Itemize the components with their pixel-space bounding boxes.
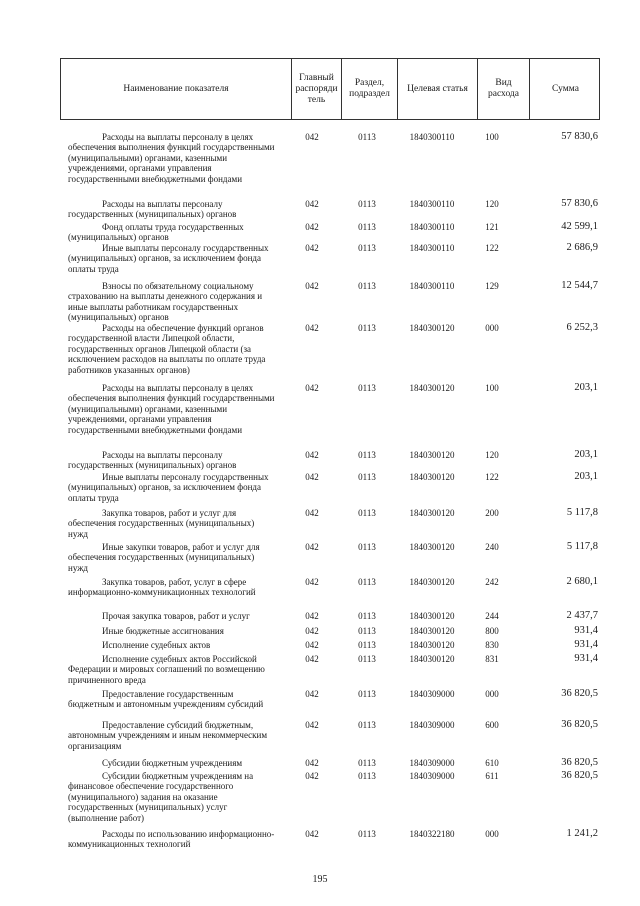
row-target-article: 1840300120 bbox=[409, 542, 455, 552]
row-expense-type: 122 bbox=[485, 472, 499, 482]
row-section: 0113 bbox=[358, 626, 376, 636]
row-expense-type: 000 bbox=[485, 689, 499, 699]
row-sum: 5 117,8 bbox=[566, 541, 598, 552]
row-name: Предоставление государственным бюджетным и автономным учреждениям субсидий bbox=[68, 689, 264, 710]
row-expense-type: 121 bbox=[485, 222, 499, 232]
row-chief-manager: 042 bbox=[305, 689, 319, 699]
row-expense-type: 831 bbox=[485, 654, 499, 664]
row-section: 0113 bbox=[358, 243, 376, 253]
header-section: Раздел, подраздел bbox=[341, 59, 397, 119]
row-target-article: 1840309000 bbox=[409, 720, 455, 730]
row-chief-manager: 042 bbox=[305, 640, 319, 650]
row-section: 0113 bbox=[358, 689, 376, 699]
row-expense-type: 242 bbox=[485, 577, 499, 587]
row-target-article: 1840300110 bbox=[409, 222, 455, 232]
row-chief-manager: 042 bbox=[305, 829, 319, 839]
row-target-article: 1840300120 bbox=[409, 450, 455, 460]
row-chief-manager: 042 bbox=[305, 281, 319, 291]
row-section: 0113 bbox=[358, 771, 376, 781]
row-sum: 36 820,5 bbox=[561, 757, 598, 768]
row-sum: 203,1 bbox=[574, 382, 598, 393]
row-name: Иные закупки товаров, работ и услуг для обеспечения государственных (муниципальных) нужд bbox=[68, 542, 260, 573]
row-sum: 931,4 bbox=[574, 625, 598, 636]
row-name: Расходы на выплаты персоналу государственных (муниципальных) органов bbox=[68, 450, 237, 471]
row-sum: 2 686,9 bbox=[566, 242, 598, 253]
header-target-article: Целевая статья bbox=[397, 59, 477, 119]
row-name: Прочая закупка товаров, работ и услуг bbox=[102, 611, 250, 621]
row-chief-manager: 042 bbox=[305, 720, 319, 730]
row-expense-type: 122 bbox=[485, 243, 499, 253]
row-sum: 57 830,6 bbox=[561, 131, 598, 142]
row-section: 0113 bbox=[358, 323, 376, 333]
row-sum: 6 252,3 bbox=[566, 322, 598, 333]
row-expense-type: 200 bbox=[485, 508, 499, 518]
row-sum: 2 680,1 bbox=[566, 576, 598, 587]
row-expense-type: 100 bbox=[485, 383, 499, 393]
row-target-article: 1840300120 bbox=[409, 611, 455, 621]
row-expense-type: 240 bbox=[485, 542, 499, 552]
row-target-article: 1840300120 bbox=[409, 577, 455, 587]
row-chief-manager: 042 bbox=[305, 132, 319, 142]
row-section: 0113 bbox=[358, 508, 376, 518]
row-target-article: 1840309000 bbox=[409, 771, 455, 781]
row-section: 0113 bbox=[358, 758, 376, 768]
row-name: Расходы на выплаты персоналу государственных (муниципальных) органов bbox=[68, 199, 237, 220]
row-sum: 36 820,5 bbox=[561, 688, 598, 699]
row-chief-manager: 042 bbox=[305, 199, 319, 209]
row-name: Исполнение судебных актов Российской Федерации и мировых соглашений по возмещению причиненного вреда bbox=[68, 654, 265, 685]
row-sum: 42 599,1 bbox=[561, 221, 598, 232]
row-expense-type: 611 bbox=[485, 771, 499, 781]
row-sum: 36 820,5 bbox=[561, 770, 598, 781]
row-expense-type: 610 bbox=[485, 758, 499, 768]
row-chief-manager: 042 bbox=[305, 450, 319, 460]
row-chief-manager: 042 bbox=[305, 323, 319, 333]
row-name: Закупка товаров, работ и услуг для обеспечения государственных (муниципальных) нужд bbox=[68, 508, 255, 539]
row-expense-type: 000 bbox=[485, 829, 499, 839]
row-chief-manager: 042 bbox=[305, 243, 319, 253]
row-chief-manager: 042 bbox=[305, 654, 319, 664]
row-section: 0113 bbox=[358, 654, 376, 664]
row-sum: 12 544,7 bbox=[561, 280, 598, 291]
row-chief-manager: 042 bbox=[305, 771, 319, 781]
row-sum: 5 117,8 bbox=[566, 507, 598, 518]
row-target-article: 1840300120 bbox=[409, 654, 455, 664]
row-name: Расходы на выплаты персоналу в целях обеспечения выполнения функций государственными (муниципальными) органами, казенными учреждениями, органами управления государственными внебюджетными фондами bbox=[68, 132, 275, 184]
row-target-article: 1840300120 bbox=[409, 383, 455, 393]
row-name: Исполнение судебных актов bbox=[102, 640, 211, 650]
row-target-article: 1840300120 bbox=[409, 640, 455, 650]
row-sum: 36 820,5 bbox=[561, 719, 598, 730]
row-section: 0113 bbox=[358, 472, 376, 482]
row-sum: 203,1 bbox=[574, 449, 598, 460]
row-target-article: 1840300110 bbox=[409, 199, 455, 209]
row-sum: 931,4 bbox=[574, 653, 598, 664]
header-sum: Сумма bbox=[529, 59, 601, 119]
row-target-article: 1840300110 bbox=[409, 243, 455, 253]
row-expense-type: 830 bbox=[485, 640, 499, 650]
row-section: 0113 bbox=[358, 611, 376, 621]
row-sum: 1 241,2 bbox=[566, 828, 598, 839]
row-target-article: 1840322180 bbox=[409, 829, 455, 839]
row-section: 0113 bbox=[358, 199, 376, 209]
row-chief-manager: 042 bbox=[305, 611, 319, 621]
row-sum: 57 830,6 bbox=[561, 198, 598, 209]
row-section: 0113 bbox=[358, 640, 376, 650]
row-chief-manager: 042 bbox=[305, 542, 319, 552]
row-target-article: 1840300120 bbox=[409, 508, 455, 518]
row-target-article: 1840309000 bbox=[409, 758, 455, 768]
row-section: 0113 bbox=[358, 577, 376, 587]
row-sum: 2 437,7 bbox=[566, 610, 598, 621]
row-section: 0113 bbox=[358, 720, 376, 730]
row-target-article: 1840300110 bbox=[409, 132, 455, 142]
row-expense-type: 120 bbox=[485, 450, 499, 460]
row-target-article: 1840300120 bbox=[409, 472, 455, 482]
row-name: Закупка товаров, работ, услуг в сфере информационно-коммуникационных технологий bbox=[68, 577, 256, 598]
row-name: Фонд оплаты труда государственных (муниципальных) органов bbox=[68, 222, 244, 243]
row-expense-type: 100 bbox=[485, 132, 499, 142]
row-expense-type: 244 bbox=[485, 611, 499, 621]
row-expense-type: 600 bbox=[485, 720, 499, 730]
row-name: Взносы по обязательному социальному страхованию на выплаты денежного содержания и иные выплаты работникам государственных (муниципальных) органов bbox=[68, 281, 263, 323]
row-name: Расходы на выплаты персоналу в целях обеспечения выполнения функций государственными (муниципальными) органами, казенными учреждениями, органами управления государственными внебюджетными фондами bbox=[68, 383, 275, 435]
row-expense-type: 120 bbox=[485, 199, 499, 209]
row-expense-type: 000 bbox=[485, 323, 499, 333]
row-chief-manager: 042 bbox=[305, 626, 319, 636]
row-target-article: 1840300120 bbox=[409, 626, 455, 636]
row-section: 0113 bbox=[358, 222, 376, 232]
row-target-article: 1840309000 bbox=[409, 689, 455, 699]
table-header bbox=[60, 58, 600, 120]
header-name: Наименование показателя bbox=[123, 83, 229, 94]
row-name: Иные бюджетные ассигнования bbox=[102, 626, 224, 636]
row-section: 0113 bbox=[358, 383, 376, 393]
row-name: Расходы по использованию информационно-коммуникационных технологий bbox=[68, 829, 275, 850]
row-target-article: 1840300120 bbox=[409, 323, 455, 333]
row-chief-manager: 042 bbox=[305, 508, 319, 518]
row-target-article: 1840300110 bbox=[409, 281, 455, 291]
row-expense-type: 129 bbox=[485, 281, 499, 291]
row-sum: 203,1 bbox=[574, 471, 598, 482]
row-chief-manager: 042 bbox=[305, 577, 319, 587]
row-section: 0113 bbox=[358, 542, 376, 552]
row-expense-type: 800 bbox=[485, 626, 499, 636]
row-section: 0113 bbox=[358, 450, 376, 460]
row-name: Иные выплаты персоналу государственных (муниципальных) органов, за исключением фонда оплаты труда bbox=[68, 243, 269, 274]
row-chief-manager: 042 bbox=[305, 383, 319, 393]
row-section: 0113 bbox=[358, 829, 376, 839]
header-chief-manager: Главный распоряди тель bbox=[291, 59, 341, 119]
row-name: Предоставление субсидий бюджетным, автономным учреждениям и иным некоммерческим организациям bbox=[68, 720, 268, 751]
page-number: 195 bbox=[312, 874, 328, 885]
row-section: 0113 bbox=[358, 132, 376, 142]
row-name: Субсидии бюджетным учреждениям bbox=[102, 758, 243, 768]
row-chief-manager: 042 bbox=[305, 758, 319, 768]
row-section: 0113 bbox=[358, 281, 376, 291]
row-chief-manager: 042 bbox=[305, 472, 319, 482]
row-name: Расходы на обеспечение функций органов государственной власти Липецкой области, государственных органов Липецкой области (за исключением расходов на выплаты по оплате труда работников указанных органов) bbox=[68, 323, 266, 375]
row-sum: 931,4 bbox=[574, 639, 598, 650]
header-expense-type: Вид расхода bbox=[477, 59, 529, 119]
row-name: Субсидии бюджетным учреждениям на финансовое обеспечение государственного (муниципального) задания на оказание государственных (муниципальных) услуг (выполнение работ) bbox=[68, 771, 254, 823]
row-name: Иные выплаты персоналу государственных (муниципальных) органов, за исключением фонда оплаты труда bbox=[68, 472, 269, 503]
row-chief-manager: 042 bbox=[305, 222, 319, 232]
